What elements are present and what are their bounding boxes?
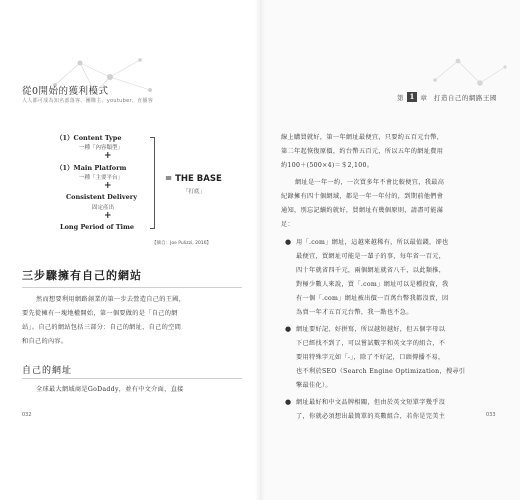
bullet-icon: ● [285,325,292,333]
diagram-item-main-platform-sub: 一種「主要平台」 [79,175,124,181]
page-number-right: 033 [486,412,496,418]
chapter-title: 打造自己的網路王國 [433,93,497,102]
section-heading: 三步驟擁有自己的網站 [22,269,142,282]
list-item-line: 有一個「.com」網址被出價一百萬台幣我都沒賣，因 [296,295,449,302]
book-subtitle: 人人都可成為知名部落客、團購主、youtuber、直播客 [22,98,154,104]
diagram-plus: + [104,211,112,221]
paragraph-line: 線上購買就好，第一年網址最便宜，只要約五百元台幣， [281,134,444,141]
paragraph-line: 站」。自己的網站包括三部分：自己的網址、自己的空間 [22,324,182,331]
diagram-item-main-platform: （1）Main Platform [56,164,127,172]
diagram-result: = THE BASE [165,174,222,184]
diagram-result-sub: 「打底」 [183,189,206,195]
book-title: 從0開始的獲利模式 [22,86,109,97]
book-gutter [255,0,265,500]
diagram-plus: + [104,181,112,191]
list-item-line: 四十年就省四千元，兩個網址就省八千，以此類推， [296,267,446,274]
subsection-divider [22,378,242,379]
diagram-item-consistent-delivery-sub: 固定產出 [92,205,115,211]
diagram-item-long-period: Long Period of Time [60,223,135,231]
paragraph-line: 然而想要利用網路創業的第一步去營造自己的王國， [36,296,186,303]
paragraph-line: 全球最大網域商是GoDaddy，並有中文介面，直接 [36,386,184,393]
list-item-line: 網址最好和中文品牌相關，但由於英文短單字幾乎沒 [296,399,446,406]
list-item-line: 擎最佳化）。 [296,382,332,389]
diagram-item-content-type: （1）Content Type [56,134,122,142]
list-item-line: 為賣一年才五百元台幣，我一點也不急。 [296,309,413,316]
list-item-line: 也不利於SEO（Search Engine Optimization，搜尋引 [296,368,466,375]
list-item-line: 用「.com」網址，這越來越稀有，所以最值錢，卻也 [296,239,449,246]
list-item-line: 了，你就必須想出最簡單的英數組合，若你是完美主 [296,413,446,420]
section-divider [22,287,242,288]
diagram-plus: + [104,151,112,161]
paragraph-line: 通知，別忘記續約就好，買網址有幾個原則，請盡可能滿 [281,207,444,214]
paragraph-line: 要先從擁有一塊地權開始，第一個要做的是「自己的網 [22,310,178,317]
diagram-item-content-type-sub: 一種「內容類型」 [79,145,124,151]
list-item-line: 網址要好記、好拼寫，所以越短越好，但五個字母以 [296,326,446,333]
diagram-caption: 【摘自：Joe Pulizzi, 2016】 [152,241,212,246]
bullet-icon: ● [285,398,292,406]
chapter-header [397,92,497,102]
paragraph-line: 足： [281,221,294,228]
network-decoration-icon [430,55,510,95]
paragraph-line: 第二年起恢復原價，約台幣五百元，所以五年的網址費用 [281,148,444,155]
list-item-line: 對極少數人來說，買「.com」網址可以是種投資，我 [296,281,449,288]
chapter-suffix: 章 [420,93,427,102]
subsection-heading: 自己的網址 [22,366,73,376]
chapter-number: 1 [407,92,418,102]
chapter-prefix: 第 [397,93,404,102]
diagram-bracket [150,137,155,229]
paragraph-line: 和自己的內容。 [22,338,68,345]
paragraph-line: 紀錄擁有四十個網域，都是一年一年付的，到期前他們會 [281,193,444,200]
paragraph-line: 約100＋(500×4)＝＄2,100。 [281,162,374,169]
paragraph-line: 網址是一年一約，一次買多年不會比較便宜，我最高 [295,179,445,186]
list-item-line: 下已經找不到了，可以嘗試數字和英文字的組合，不 [296,340,446,347]
page-number-left: 032 [22,412,32,418]
diagram-item-consistent-delivery: Consistent Delivery [66,193,137,201]
bullet-icon: ● [285,238,292,246]
list-item-line: 最便宜，買網址可能是一輩子的事，每年省一百元， [296,253,446,260]
list-item-line: 要用特殊字元如「-」，除了不好記，口頭傳播不易， [296,354,445,361]
